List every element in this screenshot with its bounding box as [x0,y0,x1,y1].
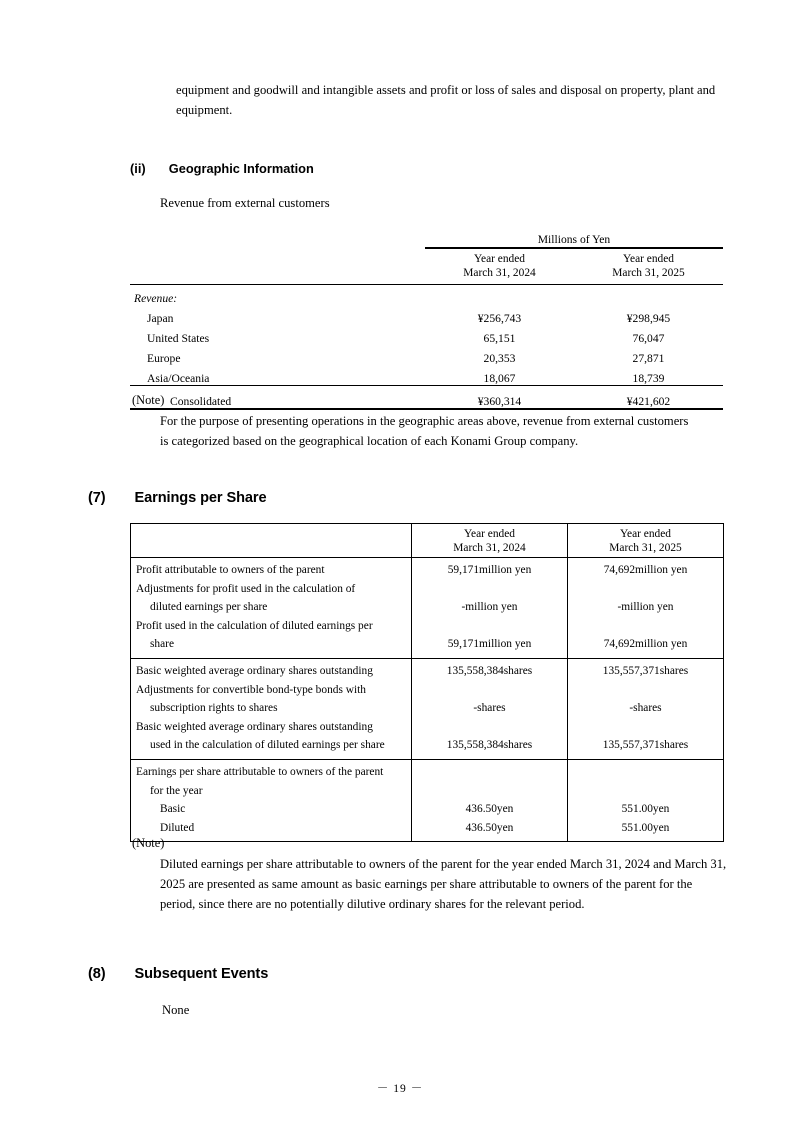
geographic-revenue-table [130,228,723,410]
row-label: Japan [147,312,174,325]
header-line1: Year ended [622,253,675,265]
table-header-row [130,248,723,285]
header-line1: Year ended [473,253,526,265]
unit-label: Millions of Yen [425,228,723,248]
label-line: Diluted [160,821,195,834]
block-value-cell-2025 [568,558,724,659]
column-header-2025 [574,248,723,285]
row-value-2024: 65,151 [483,332,516,345]
header-line1: Year ended [463,527,516,540]
row-value-2024: ¥256,743 [477,312,522,325]
value-line: -shares [629,702,662,715]
label-line: Earnings per share attributable to owners of the parent [136,765,384,778]
subsequent-events-title: Subsequent Events [134,966,269,982]
eps-heading-title: Earnings per Share [134,490,267,506]
row-label: Asia/Oceania [147,372,210,385]
block-label-cell [131,759,412,841]
row-value-2025: 76,047 [632,332,665,345]
geographic-heading-number: (ii) [130,161,146,176]
table-header-row [131,524,724,558]
total-value-2025: ¥421,602 [574,386,723,410]
label-line: Profit used in the calculation of diluted earnings per [136,619,373,632]
value-line [416,763,563,782]
block-value-cell-2024 [412,558,568,659]
value-line: 59,171million yen [447,564,532,576]
value-line: 551.00yen [621,821,670,834]
value-line [572,718,719,737]
label-line: subscription rights to shares [150,702,278,715]
total-label: Consolidated [130,386,425,410]
eps-note-label: (Note) [132,836,165,850]
page-number: － 19 － [376,1082,424,1095]
value-line: 135,558,384shares [446,739,533,752]
table-row [130,345,723,365]
geographic-table-caption: Revenue from external customers [160,196,330,210]
row-value-2025: 18,739 [632,372,665,385]
subsequent-events-number: (8) [88,966,106,982]
label-line: Basic [160,803,186,816]
column-header-2024 [425,248,574,285]
earnings-per-share-table [130,523,724,842]
group-label: Revenue: [134,292,178,305]
row-label: United States [147,332,210,345]
intro-paragraph: equipment and goodwill and intangible assets and profit or loss of sales and disposal on property, plant and equipment. [176,83,716,117]
table-block-row [131,658,724,759]
value-line: 135,557,371shares [602,739,689,752]
value-line [416,681,563,700]
value-line: 74,692million yen [603,564,688,576]
eps-note-text: Diluted earnings per share attributable to owners of the parent for the year ended March 31, 2024 and March 31, 2025 are presented as same amount as basic earnings per share attributable to owners of the parent for the period, since there are no potentially dilutive ordinary shares for the relevant period. [160,857,727,912]
label-line: Adjustments for convertible bond-type bonds with [136,683,366,696]
label-line: Basic weighted average ordinary shares outstanding [136,720,373,733]
block-value-cell-2024 [412,759,568,841]
label-line: for the year [150,784,203,797]
value-line: -shares [473,702,506,715]
geographic-heading-title: Geographic Information [168,161,314,176]
row-value-2025: 27,871 [632,352,665,365]
row-value-2024: 18,067 [483,372,516,385]
value-line: 59,171million yen [447,638,532,651]
column-header-2024 [412,524,568,558]
header-line2: March 31, 2025 [609,541,682,554]
table-row [130,365,723,386]
value-line [416,718,563,737]
subsequent-events-content: None [162,1003,190,1017]
row-label: Europe [147,352,181,365]
block-value-cell-2025 [568,658,724,759]
row-value-2024: 20,353 [483,352,516,365]
value-line: 551.00yen [621,803,670,816]
eps-heading-number: (7) [88,490,106,506]
value-line [572,580,719,599]
value-line [572,763,719,782]
header-empty-cell [131,524,412,558]
geographic-note-label: (Note) [132,393,165,407]
label-line: Profit attributable to owners of the parent [136,564,325,576]
header-line2: March 31, 2025 [612,267,685,279]
table-group-row [130,285,723,306]
block-label-cell [131,558,412,659]
header-line1: Year ended [619,527,672,540]
value-line [416,580,563,599]
earnings-per-share-heading [88,490,267,506]
value-line [416,782,563,801]
header-line2: March 31, 2024 [463,267,536,279]
value-line [416,617,563,636]
block-value-cell-2024 [412,658,568,759]
label-line: used in the calculation of diluted earnings per share [150,739,385,752]
table-block-row [131,558,724,659]
column-header-2025 [568,524,724,558]
geographic-note-text: For the purpose of presenting operations in the geographic areas above, revenue from external customers is categorized based on the geographical location of each Konami Group company. [160,414,689,449]
label-line: Adjustments for profit used in the calculation of [136,582,356,595]
table-total-row [130,386,723,410]
value-line: 135,557,371shares [602,664,689,677]
row-value-2025: ¥298,945 [626,312,671,325]
block-value-cell-2025 [568,759,724,841]
label-line: Basic weighted average ordinary shares outstanding [136,664,373,677]
value-line [572,617,719,636]
table-row [130,305,723,325]
geographic-information-heading [130,161,314,176]
table-row [130,325,723,345]
value-line: 436.50yen [465,803,514,816]
value-line: -million yen [617,601,674,614]
table-block-row [131,759,724,841]
value-line [572,782,719,801]
subsequent-events-heading [88,966,268,982]
value-line: 74,692million yen [603,638,688,651]
value-line [572,681,719,700]
label-line: share [150,638,175,651]
table-unit-row [130,228,723,248]
value-line: 135,558,384shares [446,664,533,677]
block-label-cell [131,658,412,759]
value-line: 436.50yen [465,821,514,834]
label-line: diluted earnings per share [150,601,268,614]
total-value-2024: ¥360,314 [425,386,574,410]
value-line: -million yen [461,601,518,614]
header-line2: March 31, 2024 [453,541,526,554]
